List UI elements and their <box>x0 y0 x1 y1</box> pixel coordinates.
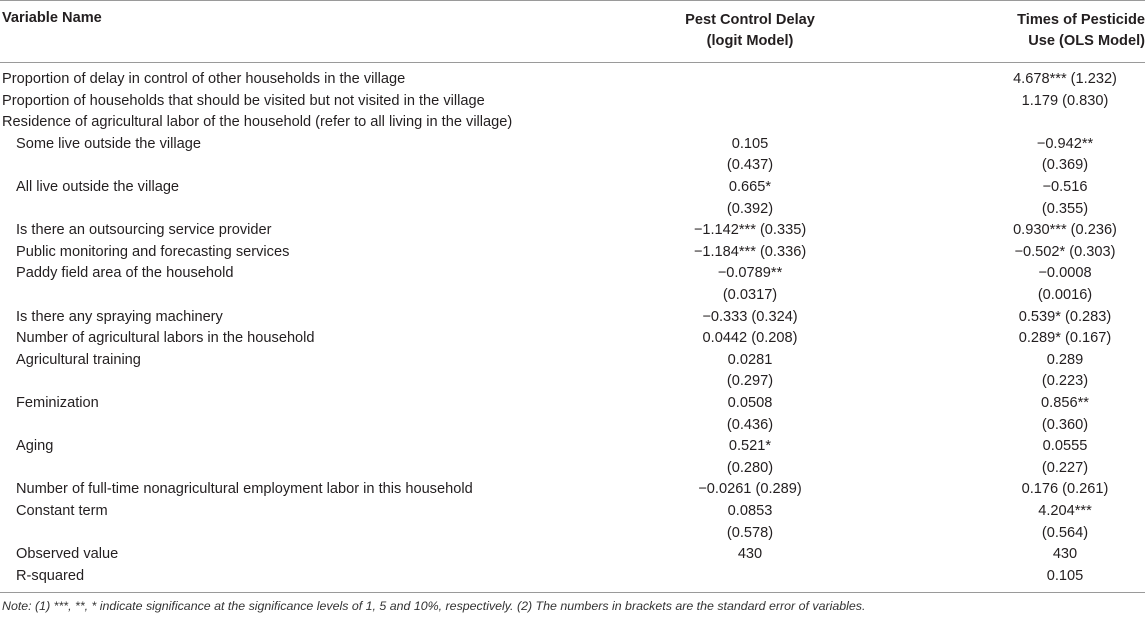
table-row <box>0 328 1145 350</box>
pest-control-delay-value: (0.297) <box>726 373 774 390</box>
header-times-of-pesticide-use <box>985 10 1145 52</box>
table-row <box>0 415 1145 437</box>
pest-control-delay-value: 430 <box>737 546 763 563</box>
pesticide-use-value: 0.539* (0.283) <box>1018 308 1112 325</box>
table-row <box>0 544 1145 566</box>
table-row <box>0 566 1145 588</box>
table-row <box>0 458 1145 480</box>
row-label: Is there an outsourcing service provider <box>16 222 272 239</box>
table-row <box>0 371 1145 393</box>
row-label: Paddy field area of the household <box>16 265 234 282</box>
pest-control-delay-value: (0.436) <box>726 416 774 433</box>
pest-control-delay-value: (0.578) <box>726 524 774 541</box>
header-col1-line1: Pest Control Delay <box>685 12 815 28</box>
row-label: Public monitoring and forecasting services <box>16 243 290 260</box>
row-label: All live outside the village <box>16 179 180 195</box>
pesticide-use-value: (0.223) <box>1041 373 1089 390</box>
pesticide-use-value: 430 <box>1052 546 1078 563</box>
table-row <box>0 285 1145 307</box>
row-label: Residence of agricultural labor of the household (refer to all living in the village) <box>2 114 513 131</box>
row-label: Some live outside the village <box>16 135 201 152</box>
pesticide-use-value: (0.355) <box>1041 200 1089 217</box>
pesticide-use-value: 0.856** <box>1041 395 1089 411</box>
pest-control-delay-value: −0.0789** <box>717 265 783 282</box>
pest-control-delay-value: −0.333 (0.324) <box>702 308 798 325</box>
pest-control-delay-value: 0.0508 <box>727 395 773 411</box>
table-row <box>0 307 1145 329</box>
row-label: Number of full-time nonagricultural employment labor in this household <box>16 481 473 498</box>
row-label: Proportion of delay in control of other households in the village <box>2 71 406 87</box>
table-row <box>0 523 1145 545</box>
header-variable-name: Variable Name <box>2 10 102 26</box>
pesticide-use-value: (0.360) <box>1041 416 1089 433</box>
table-row <box>0 199 1145 221</box>
pesticide-use-value: 4.204*** <box>1038 503 1092 519</box>
pesticide-use-value: −0.502* (0.303) <box>1014 243 1116 260</box>
pest-control-delay-value: −1.184*** (0.336) <box>693 243 807 260</box>
pest-control-delay-value: 0.105 <box>731 135 769 152</box>
pest-control-delay-value: 0.0281 <box>727 351 773 368</box>
row-label: Feminization <box>16 395 99 411</box>
pesticide-use-value: 4.678*** (1.232) <box>1013 71 1117 87</box>
pest-control-delay-value: 0.665* <box>728 179 772 195</box>
table-row <box>0 177 1145 199</box>
table-row <box>0 501 1145 523</box>
pest-control-delay-value: (0.280) <box>726 459 774 476</box>
pesticide-use-value: (0.0016) <box>1037 287 1093 303</box>
pesticide-use-value: −0.0008 <box>1038 265 1092 282</box>
pesticide-use-value: 0.176 (0.261) <box>1021 481 1109 498</box>
row-label: Constant term <box>16 503 108 519</box>
pesticide-use-value: 0.289 <box>1046 351 1084 368</box>
row-label: Is there any spraying machinery <box>16 308 223 325</box>
table-row <box>0 263 1145 285</box>
header-col2-line1: Times of Pesticide <box>1017 12 1145 28</box>
row-label: R-squared <box>16 567 85 584</box>
pesticide-use-value: 0.0555 <box>1042 438 1088 455</box>
header-pest-control-delay <box>650 10 850 52</box>
table-row <box>0 393 1145 415</box>
table-row <box>0 91 1145 113</box>
pesticide-use-value: 1.179 (0.830) <box>1021 92 1109 109</box>
header-rule <box>0 62 1145 63</box>
pesticide-use-value: (0.227) <box>1041 459 1089 476</box>
header-col2-line2: Use (OLS Model) <box>1028 33 1145 49</box>
pest-control-delay-value: (0.392) <box>726 200 774 217</box>
pesticide-use-value: (0.369) <box>1041 157 1089 174</box>
pesticide-use-value: −0.516 <box>1042 179 1088 195</box>
pesticide-use-value: −0.942** <box>1036 135 1094 152</box>
pesticide-use-value: (0.564) <box>1041 524 1089 541</box>
pesticide-use-value: 0.105 <box>1046 567 1084 584</box>
row-label: Number of agricultural labors in the household <box>16 330 315 347</box>
table-note: Note: (1) ***, **, * indicate significance at the significance levels of 1, 5 and 10%, respectively. (2) The numbers in brackets are the standard error of variables. <box>2 599 866 613</box>
row-label: Proportion of households that should be visited but not visited in the village <box>2 92 485 109</box>
row-label: Aging <box>16 438 54 455</box>
pest-control-delay-value: 0.0853 <box>727 503 773 519</box>
pest-control-delay-value: −1.142*** (0.335) <box>693 222 807 239</box>
table-row <box>0 479 1145 501</box>
table-row <box>0 350 1145 372</box>
pest-control-delay-value: (0.437) <box>726 157 774 174</box>
row-label: Observed value <box>16 546 119 563</box>
bottom-rule <box>0 592 1145 593</box>
table-row <box>0 436 1145 458</box>
pesticide-use-value: 0.289* (0.167) <box>1018 330 1112 347</box>
header-col1-line2: (logit Model) <box>706 33 794 49</box>
pest-control-delay-value: 0.0442 (0.208) <box>702 330 798 347</box>
pest-control-delay-value: 0.521* <box>728 438 772 455</box>
pest-control-delay-value: −0.0261 (0.289) <box>698 481 802 498</box>
table-row <box>0 242 1145 264</box>
pest-control-delay-value: (0.0317) <box>722 287 778 303</box>
table-row <box>0 220 1145 242</box>
table-header <box>0 0 1145 62</box>
row-label: Agricultural training <box>16 351 141 368</box>
table-row <box>0 69 1145 91</box>
pesticide-use-value: 0.930*** (0.236) <box>1013 222 1117 239</box>
table-row <box>0 155 1145 177</box>
table-row <box>0 134 1145 156</box>
table-row <box>0 112 1145 134</box>
